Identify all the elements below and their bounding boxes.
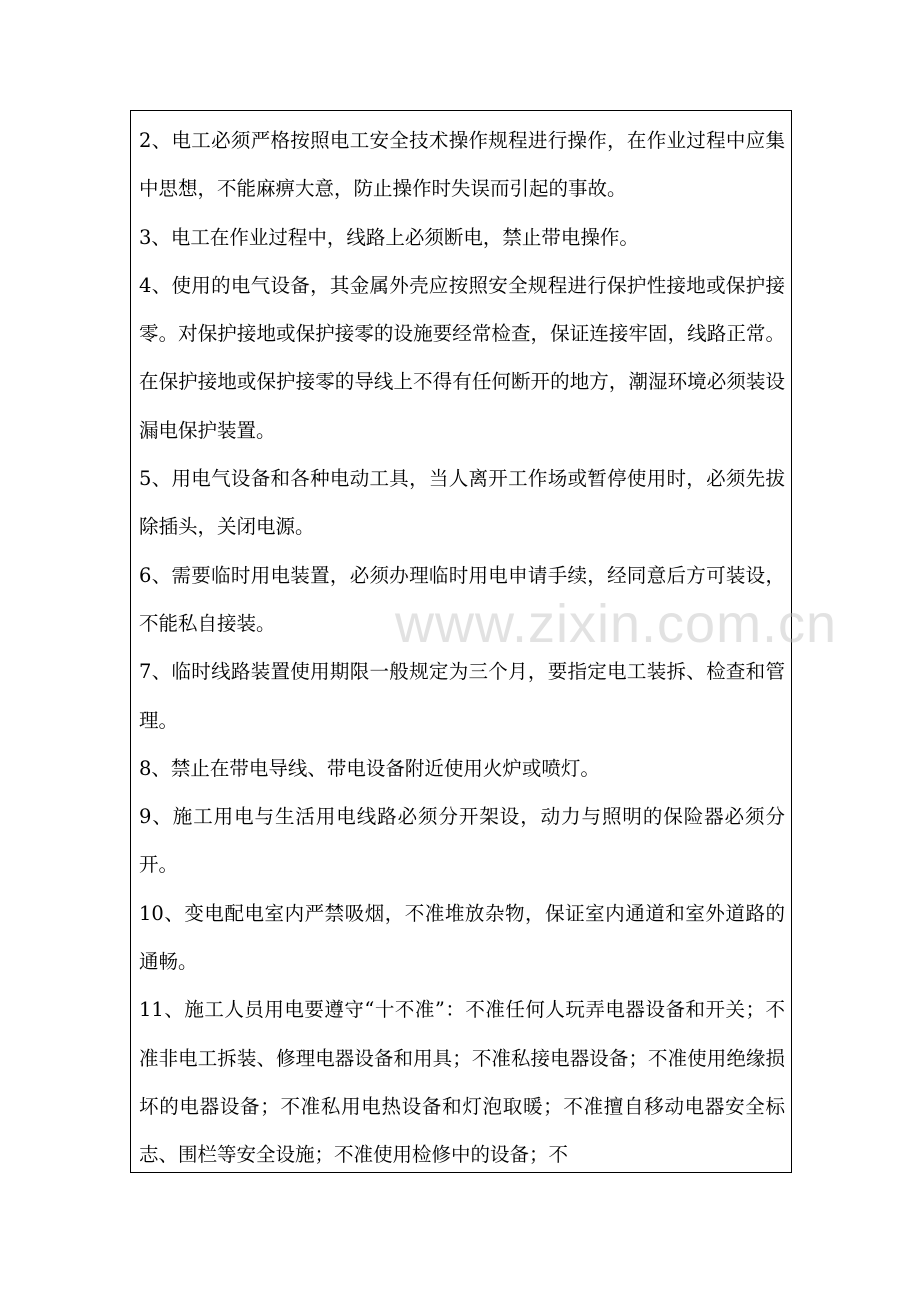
clause-2: 2、电工必须严格按照电工安全技术操作规程进行操作，在作业过程中应集中思想，不能麻痹大意，防止操作时失误而引起的事故。 [139, 129, 785, 201]
clause-list [139, 117, 785, 1173]
clause-7: 7、临时线路装置使用期限一般规定为三个月，要指定电工装拆、检查和管理。 [139, 660, 785, 732]
clause-6: 6、需要临时用电装置，必须办理临时用电申请手续，经同意后方可装设，不能私自接装。 [139, 563, 785, 635]
clause-3: 3、电工在作业过程中，线路上必须断电，禁止带电操作。 [139, 225, 639, 249]
site-watermark: www.zixin.com.cn [395, 594, 838, 654]
clause-10: 10、变电配电室内严禁吸烟，不准堆放杂物，保证室内通道和室外道路的通畅。 [139, 901, 785, 974]
clause-9: 9、施工用电与生活用电线路必须分开架设，动力与照明的保险器必须分开。 [139, 805, 785, 877]
clause-4: 4、使用的电气设备，其金属外壳应按照安全规程进行保护性接地或保护接零。对保护接地或保护接零的设施要经常检查，保证连接牢固，线路正常。在保护接地或保护接零的导线上不得有任何断开的地方，潮湿环境必须装设漏电保护装置。 [139, 273, 785, 442]
clause-8: 8、禁止在带电导线、带电设备附近使用火炉或喷灯。 [139, 756, 600, 780]
clause-11: 11、施工人员用电要遵守“十不准”：不准任何人玩弄电器设备和开关；不准非电工拆装、修理电器设备和用具；不准私接电器设备；不准使用绝缘损坏的电器设备；不准私用电热设备和灯泡取暖；不准擅自移动电器安全标志、围栏等安全设施；不准使用检修中的设备；不 [139, 998, 785, 1167]
document-frame [130, 110, 792, 1173]
clause-5: 5、用电气设备和各种电动工具，当人离开工作场或暂停使用时，必须先拔除插头，关闭电源。 [139, 467, 785, 539]
